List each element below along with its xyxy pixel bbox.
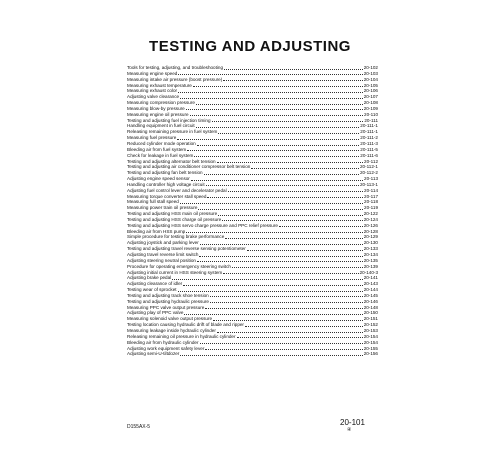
toc-dot-leader	[183, 285, 363, 286]
toc-dot-leader	[206, 185, 359, 186]
toc-entry-label: Measuring intake air pressure (boost pressure)	[127, 76, 223, 82]
toc-entry-label: Measuring blow-by pressure	[127, 105, 185, 111]
toc-dot-leader	[223, 80, 362, 81]
toc-entry-page: 20-139	[363, 263, 378, 269]
toc-dot-leader	[210, 302, 363, 303]
toc-dot-leader	[172, 279, 363, 280]
footer-page-number: 20-101	[340, 418, 365, 427]
toc-entry-label: Adjusting valve clearance	[127, 94, 180, 100]
toc-entry-page: 20-112-1	[359, 164, 378, 170]
toc-entry-label: Measuring torque converter stall speed	[127, 193, 207, 199]
toc-entry-label: Testing and adjusting hydraulic pressure	[127, 298, 209, 304]
toc-dot-leader	[194, 156, 359, 157]
toc-dot-leader	[232, 267, 363, 268]
toc-dot-leader	[205, 308, 362, 309]
toc-dot-leader	[217, 332, 363, 333]
toc-dot-leader	[200, 244, 363, 245]
toc-entry-page: 20-128	[363, 228, 378, 234]
toc-entry-page: 20-150	[363, 310, 378, 316]
toc-entry-label: Measuring solenoid valve output pressure	[127, 316, 213, 322]
toc-entry-label: Measuring PPC valve output pressure	[127, 304, 205, 310]
toc-entry-page: 20-111-3	[360, 140, 378, 146]
toc-entry-label: Handling controller high voltage circuit	[127, 181, 205, 187]
toc-dot-leader	[198, 209, 363, 210]
toc-entry-label: Adjusting brake pedal	[127, 275, 172, 281]
toc-entry-page: 20-110	[364, 111, 378, 117]
toc-entry-label: Testing location causing hydraulic drift of blade and ripper	[127, 322, 244, 328]
toc-dot-leader	[212, 121, 364, 122]
toc-entry-label: Measuring engine oil pressure	[127, 111, 189, 117]
toc-entry-label: Reduced cylinder mode operation	[127, 140, 196, 146]
toc-dot-leader	[223, 273, 358, 274]
toc-entry-label: Testing wear of sprocket	[127, 287, 177, 293]
toc-entry-page: 20-135	[363, 257, 378, 263]
footer-revision-mark: ④	[347, 427, 352, 433]
toc-entry-page: 20-152	[363, 322, 378, 328]
toc-entry-page: 20-129	[363, 234, 378, 240]
toc-dot-leader	[217, 162, 363, 163]
toc-entry-label: Procedure for operating emergency steering switch	[127, 263, 231, 269]
toc-entry-label: Adjusting engine speed sensor	[127, 176, 190, 182]
toc-dot-leader	[196, 127, 360, 128]
toc-entry-page: 20-155	[363, 345, 378, 351]
toc-entry-label: Testing and adjusting HSS servo charge pressure and PPC relief pressure	[127, 222, 278, 228]
toc-dot-leader	[225, 238, 362, 239]
toc-entry-label: Adjusting steering neutral position	[127, 257, 196, 263]
toc-entry-page: 20-148	[363, 304, 378, 310]
toc-entry-label: Adjusting work equipment safety lever	[127, 345, 205, 351]
toc-entry-page: 20-141	[363, 275, 378, 281]
toc-entry-page: 20-114	[364, 187, 378, 193]
toc-dot-leader	[187, 150, 359, 151]
toc-entry-page: 20-140-3	[359, 269, 378, 275]
toc-entry-label: Testing and adjusting track shoe tension	[127, 292, 209, 298]
toc-entry-page: 20-117	[364, 193, 378, 199]
toc-dot-leader	[184, 314, 362, 315]
toc-dot-leader	[245, 326, 363, 327]
page-title: TESTING AND ADJUSTING	[149, 38, 351, 55]
toc-entry-label: Bleeding air from hydraulic cylinder	[127, 339, 199, 345]
toc-entry-label: Releasing remaining oil pressure in hydraulic cylinder	[127, 333, 236, 339]
toc-entry-page: 20-156	[363, 351, 378, 357]
toc-entry-label: Handling equipment in fuel circuit	[127, 123, 195, 129]
toc-dot-leader	[205, 349, 362, 350]
footer-model: D155AX-5	[127, 424, 151, 430]
toc-entry-page: 20-124	[363, 216, 378, 222]
toc-dot-leader	[237, 337, 363, 338]
toc-dot-leader	[180, 203, 363, 204]
toc-entry-page: 20-153	[363, 327, 378, 333]
toc-entry-page: 20-130	[363, 240, 378, 246]
toc-dot-leader	[180, 355, 362, 356]
toc-entry-label: Testing and adjusting travel reverse sensing potentiometer	[127, 246, 246, 252]
toc-entry-label: Adjusting play of PPC valve	[127, 310, 184, 316]
toc-entry-label: Adjusting clearance of idler	[127, 281, 183, 287]
toc-dot-leader	[213, 320, 363, 321]
toc-dot-leader	[199, 256, 362, 257]
toc-dot-leader	[197, 261, 363, 262]
toc-entry-page: 20-151	[363, 316, 378, 322]
toc-entry-label: Tools for testing, adjusting, and troubleshooting	[127, 65, 224, 70]
toc-entry-page: 20-107	[363, 94, 378, 100]
toc-dot-leader	[196, 104, 363, 105]
toc-entry-label: Check for leakage in fuel system	[127, 152, 194, 158]
toc-entry-page: 20-112	[364, 158, 378, 164]
toc-entry-label: Releasing remaining pressure in fuel system	[127, 129, 218, 135]
toc-entry-page: 20-111-5	[360, 146, 378, 152]
toc-dot-leader	[178, 291, 363, 292]
toc-entry-page: 20-112-2	[359, 170, 378, 176]
toc-dot-leader	[210, 296, 363, 297]
toc-entry-label: Testing and adjusting HSS main oil pressure	[127, 211, 218, 217]
toc-entry-page: 20-109	[363, 105, 378, 111]
toc-dot-leader	[191, 180, 363, 181]
toc-dot-leader	[186, 109, 363, 110]
table-of-contents	[127, 65, 378, 357]
toc-entry-page: 20-111-2	[360, 135, 378, 141]
toc-entry	[127, 351, 378, 357]
toc-entry-label: Measuring leakage inside hydraulic cylinder	[127, 327, 216, 333]
toc-entry-page: 20-113-1	[359, 181, 378, 187]
toc-entry-label: Measuring compression pressure	[127, 100, 195, 106]
toc-dot-leader	[177, 139, 359, 140]
toc-entry-page: 20-145	[363, 292, 378, 298]
toc-entry-page: 20-111	[364, 117, 378, 123]
toc-dot-leader	[193, 86, 363, 87]
toc-entry-page: 20-103	[363, 70, 378, 76]
toc-dot-leader	[204, 174, 359, 175]
toc-dot-leader	[190, 115, 363, 116]
toc-entry-label: Adjusting fuel control lever and decelerator pedal	[127, 187, 227, 193]
toc-entry-label: Measuring engine speed	[127, 70, 178, 76]
toc-dot-leader	[178, 92, 363, 93]
toc-entry-page: 20-118	[364, 199, 378, 205]
toc-entry-page: 20-154	[363, 333, 378, 339]
toc-entry-label: Testing and adjusting HSS charge oil pressure	[127, 216, 222, 222]
toc-entry-label: Testing and adjusting air conditioner compressor belt tension	[127, 164, 251, 170]
toc-entry-label: Bleeding air from HSS pump	[127, 228, 186, 234]
toc-dot-leader	[178, 74, 362, 75]
toc-dot-leader	[186, 232, 362, 233]
toc-dot-leader	[224, 69, 363, 70]
toc-entry-page: 20-119	[364, 205, 378, 211]
toc-dot-leader	[279, 226, 363, 227]
toc-entry-label: Measuring exhaust color	[127, 88, 178, 94]
toc-entry-label: Measuring full stall speed	[127, 199, 179, 205]
toc-entry-page: 20-122	[363, 211, 378, 217]
toc-entry-page: 20-111-1	[360, 129, 378, 135]
toc-dot-leader	[180, 98, 363, 99]
toc-entry-page: 20-102	[363, 65, 378, 70]
toc-entry-page: 20-143	[363, 281, 378, 287]
toc-entry-label: Adjusting initial current in HSS steering system	[127, 269, 223, 275]
toc-dot-leader	[207, 197, 363, 198]
toc-entry-page: 20-154	[363, 339, 378, 345]
toc-entry-page: 20-133	[363, 246, 378, 252]
toc-entry-page: 20-108	[363, 100, 378, 106]
toc-entry-label: Testing and adjusting alternator belt tension	[127, 158, 216, 164]
toc-dot-leader	[222, 220, 362, 221]
toc-dot-leader	[247, 250, 363, 251]
toc-entry-label: Testing and adjusting fan belt tension	[127, 170, 203, 176]
toc-entry-page: 20-134	[363, 252, 378, 257]
toc-dot-leader	[228, 191, 363, 192]
toc-entry-page: 20-113	[364, 176, 378, 182]
toc-dot-leader	[200, 343, 363, 344]
toc-entry-label: Measuring fuel pressure	[127, 135, 177, 141]
toc-entry-page: 20-126	[363, 222, 378, 228]
toc-entry-page: 20-104	[363, 76, 378, 82]
toc-entry-page: 20-144	[363, 287, 378, 293]
toc-dot-leader	[251, 168, 359, 169]
toc-entry-label: Testing and adjusting fuel injection timing	[127, 117, 211, 123]
toc-entry-page: 20-111-1	[360, 123, 378, 129]
toc-entry-label: Adjusting joystick and parking lever	[127, 240, 199, 246]
toc-entry-label: Bleeding air from fuel system	[127, 146, 187, 152]
toc-entry-page: 20-106	[363, 88, 378, 94]
toc-entry-label: Adjusting travel reverse limit switch	[127, 252, 199, 257]
toc-entry-label: Measuring power train oil pressure	[127, 205, 198, 211]
toc-entry-label: Measuring exhaust temperature	[127, 82, 192, 88]
toc-dot-leader	[197, 145, 360, 146]
toc-entry-page: 20-105	[363, 82, 378, 88]
toc-dot-leader	[218, 133, 359, 134]
toc-entry-page: 20-111-6	[360, 152, 378, 158]
toc-entry-label: Simple procedure for testing brake performance	[127, 234, 225, 240]
toc-entry-label: Adjusting semi-U-tiltdozer	[127, 351, 180, 357]
toc-entry-page: 20-146	[363, 298, 378, 304]
toc-dot-leader	[218, 215, 363, 216]
